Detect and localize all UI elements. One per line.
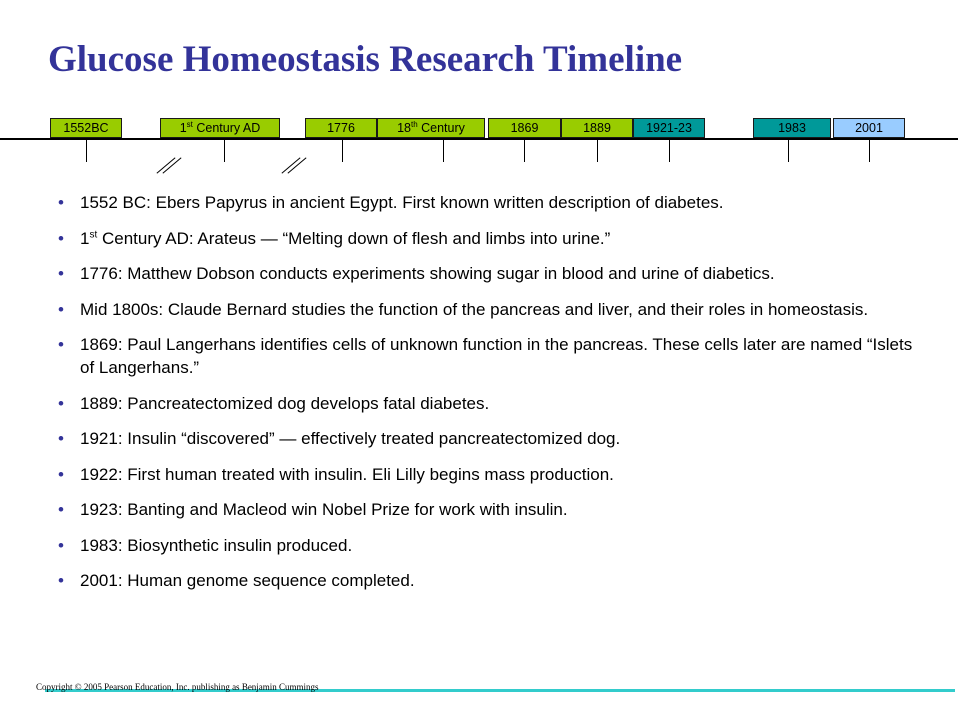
timeline-tick bbox=[443, 140, 444, 162]
list-item: • 1st Century AD: Arateus — “Melting down of flesh and limbs into urine.” bbox=[58, 228, 611, 248]
timeline-box-1921-23: 1921-23 bbox=[633, 118, 705, 138]
bullet-icon: • bbox=[58, 500, 64, 519]
timeline-box-1889: 1889 bbox=[561, 118, 633, 138]
timeline-tick bbox=[788, 140, 789, 162]
list-item: • 2001: Human genome sequence completed. bbox=[58, 571, 415, 590]
timeline-box-18th-century: 18th Century bbox=[377, 118, 485, 138]
timeline bbox=[0, 110, 960, 190]
bullet-icon: • bbox=[58, 464, 64, 484]
bullet-icon: • bbox=[58, 193, 64, 212]
timeline-axis bbox=[0, 138, 958, 140]
timeline-box-1st-century: 1st Century AD bbox=[160, 118, 280, 138]
bullet-icon: • bbox=[58, 393, 64, 413]
list-item: • 1869: Paul Langerhans identifies cells of unknown function in the pancreas. These cells later are named “Islets of Langerhans.” bbox=[58, 335, 913, 377]
copyright-text: Copyright © 2005 Pearson Education, Inc. publishing as Benjamin Cummings bbox=[36, 682, 319, 692]
timeline-tick bbox=[86, 140, 87, 162]
list-item: • Mid 1800s: Claude Bernard studies the function of the pancreas and liver, and their roles in homeostasis. bbox=[58, 299, 869, 319]
list-item: • 1776: Matthew Dobson conducts experiments showing sugar in blood and urine of diabetics. bbox=[58, 264, 775, 283]
bullet-icon: • bbox=[58, 335, 64, 354]
list-item: • 1922: First human treated with insulin. Eli Lilly begins mass production. bbox=[58, 464, 614, 484]
bullet-icon: • bbox=[58, 264, 64, 283]
list-item: • 1923: Banting and Macleod win Nobel Prize for work with insulin. bbox=[58, 500, 568, 519]
bullet-list bbox=[58, 191, 918, 605]
bullet-icon: • bbox=[58, 429, 64, 448]
timeline-tick bbox=[524, 140, 525, 162]
timeline-box-1983: 1983 bbox=[753, 118, 831, 138]
list-item: • 1889: Pancreatectomized dog develops fatal diabetes. bbox=[58, 393, 490, 413]
bullet-icon: • bbox=[58, 571, 64, 590]
timeline-box-1552bc: 1552BC bbox=[50, 118, 122, 138]
bullet-icon: • bbox=[58, 228, 64, 248]
timeline-box-1869: 1869 bbox=[488, 118, 561, 138]
timeline-box-2001: 2001 bbox=[833, 118, 905, 138]
list-item: • 1921: Insulin “discovered” — effectively treated pancreatectomized dog. bbox=[58, 429, 621, 448]
page-title: Glucose Homeostasis Research Timeline bbox=[48, 39, 683, 80]
bullet-icon: • bbox=[58, 535, 64, 555]
timeline-tick bbox=[224, 140, 225, 162]
bullet-icon: • bbox=[58, 299, 64, 319]
list-item: • 1552 BC: Ebers Papyrus in ancient Egypt. First known written description of diabetes. bbox=[58, 193, 724, 212]
timeline-tick bbox=[342, 140, 343, 162]
timeline-box-1776: 1776 bbox=[305, 118, 377, 138]
timeline-tick bbox=[597, 140, 598, 162]
list-item: • 1983: Biosynthetic insulin produced. bbox=[58, 535, 353, 555]
timeline-tick bbox=[869, 140, 870, 162]
timeline-tick bbox=[669, 140, 670, 162]
